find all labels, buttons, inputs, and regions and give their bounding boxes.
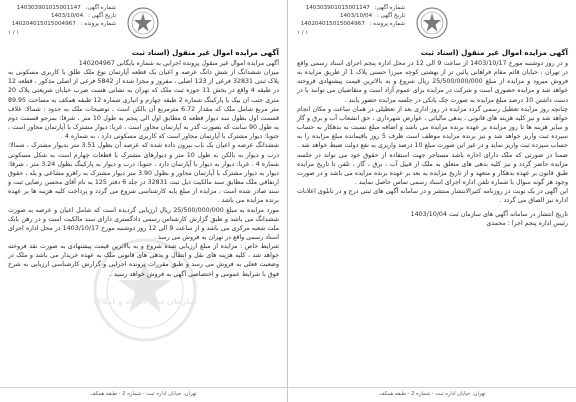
notice-date-value: 1403/10/04 [339,13,373,20]
notice-header-left [0,0,287,48]
notice-meta-right [295,4,405,29]
notice-signoff: تاریخ انتشار در سامانه آگهی های سازمان ثبت 1403/10/04 رئیس اداره پنجم اجرا : محمدی [410,210,568,227]
notice-footer-right: تهران، خیابان اداره ثبت - شماره 2 - طبقه همکف [289,387,576,402]
notice-paragraph: چنانچه روز مزایده تعطیل رسمی گردد مزایده در روز اداری بعد از تعطیلی در همان ساعت و مکان انجام خواهد شد و نیز کلیه هزینه های قانونی ، بدهی مالیاتی ، عوارض شهرداری ، حق انشعاب آب و برق و گاز و سایر هزینه ها تا روز مزایده بر عهده برنده مزایده می باشد و اضافه مبلغ نسبت به بدهکار به حساب سپرده ثبت واریز خواهد شد و نیز برنده مزایده موظف است ظرف 5 روز باقیمانده مبلغ مزایده را به حساب سپرده ثبت واریز نماید و در غیر این صورت مبلغ 10 درصد واریزی به نفع دولت ضبط خواهد شد . [297,105,568,150]
file-number-label: شماره پرونده : [369,21,405,28]
page-marker-left: ۱ / ۱ [8,30,20,36]
notice-number-value: 140303901015001147 [16,5,81,11]
watermark-text: سازمان ثبت اسناد و املاک [92,297,198,306]
notice-number-label: شماره آگهی: [85,5,116,11]
column-divider [287,0,288,402]
notice-date-value: 1403/10/04 [50,13,84,20]
file-number-value: 140204015015004967 [11,21,76,28]
notice-meta-left [6,4,116,29]
notice-date-row [6,12,116,20]
registry-emblem-icon [126,6,160,40]
notice-paragraph: میزان ششدانگ از شش دانگ عرصه و اعیان یک قطعه آپارتمان نوع ملک طلق با کاربری مسکونی به پلاک ثبتی 32831 فرعی از 123 اصلی ، مفروز و مجزا شده از 5842 فرعی از اصلی مذکور ، قطعه 12 در طبقه 4 واقع در بخش 11 حوزه ثبت ملک که تهران به نشانی هست ضرب خیابان شریعتی پلاک 20 متری جنب ان بیک با پارکینگ شماره 2 طبقه چهارم و انباری شماره 12 طبقه همکف به مساحت 89.95 متر مربع شامل ملک که مقدار 6.72 مترمربع آن بالکن است ، توضیحات ملک به حدود : شمالا: غلاف قسمت اول بطول سه دیوار قطعه ۵ مطابق اول الی پنجم به طول 10 متر ، شرقا: بمرجو قسمت دوم به طول 90 سانت که بصورت گذر به آپارتمان مجاور است ، غربا: دیوار مشترک با آپارتمان مجاور است ، جنوبا: دیوار مشترک با آپارتمان مجاور است که کاربری مسکونی دارد ، به شماره 4 . [8,69,280,141]
notice-number-row [6,4,116,12]
notice-title-right: آگهی مزایده اموال غیر منقول (اسناد ثبت [420,48,568,57]
notice-paragraph: شرایط خاص : مزایده از مبلغ ارزیابی شده شروع و به بالاترین قیمت پیشنهادی به صورت نقد فروخته خواهد شد ، کلیه هزینه های نقل و انتقال و بدهی های قانونی ملک به عهده خریدار می باشد و ملک در وضعیت فعلی به فروش می رسد و طبق مقررات پرونده اجرایی و گزارش کارشناسی ارزیابی به شرح فوق با شرایط عمومی و اختصاصی آگهی به فروش خواهد رسید . [8,243,279,278]
notice-paragraph: و در روز دوشنبه مورخ 1403/10/17 از ساعت 9 الی 12 در محل اداره پنجم اجرای اسناد رسمی واقع در تهران ، خیابان قائم مقام فراهانی پائین تر از بهشتی کوچه میرزا حسنی پلاک 1 از طریق مزایده به فروش میرود و مزایده از مبلغ 25/500/000/000 ریال شروع و به بالاترین قیمت پیشنهادی فروخته خواهد شد و مزایده حضوری است و شرکت در مزایده برای عموم آزاد است و متقاضیان می توانند با در دست داشتن 10 درصد مبلغ مزایده به صورت چک بانکی در جلسه مزایده حضور یابند . [297,60,568,104]
notice-number-row [295,4,405,12]
page-marker-right: ۱ / ۱ [297,30,309,36]
notice-paragraph: ششدانگ عرصه و اعیان یک باب بیرون داده شده که عرصه آن بطول 3.51 متر بدیوار مشترک ، شمالا: درب و دیوار به بالکن به طول 10 متر و دیوارهای مشترک با قطعات چهارم است به شکل مسکونی شماره 4 . غربا: دیوار به دیوار با آپارتمان دارد ، جنوبا: درب و دیوار به پارکینگ بطول 3.24 متر ، شرقا: دیوار به دیوار مشترک با آپارتمان مجاور و بطول 3.90 متر دیوار مشترک به راهرو مشاعی و پله ، حقوق ارتفاقی ملک مطابق سند مالکیت ذیل ثبت 32831 در جلد 6 دفتر 125 به نام آقای محسن رضایی ثبت و سند صادر شده است ، مزایده از مبلغ پایه کارشناسی شروع می گردد و پرداخت کلیه هزینه ها بر عهده برنده مزایده می باشد . [8,142,279,205]
file-number-value: 140204015015004967 [300,21,365,28]
notice-column-left [0,0,287,402]
registry-emblem-icon [415,6,449,40]
notice-date-row [295,12,405,20]
notice-date-label: تاریخ آگهی : [376,13,405,20]
notice-footer-left: تهران، خیابان اداره ثبت - شماره 2 - طبقه همکف [0,387,287,402]
notice-paragraph: این آگهی در یک نوبت در روزنامه کثیرالانتشار منتشر و در سامانه آگهی های ثبتی درج و در تابلوی اعلانات اداره نیز الصاق می گردد . [297,188,568,205]
notice-paragraph: آگهی مزایده اموال غیر منقول پرونده اجرایی به شماره بایگانی 140204967 [78,60,279,67]
notice-number-label: شماره آگهی: [374,5,405,11]
notice-column-right [289,0,576,402]
notice-title-left: آگهی مزایده اموال غیر منقول (اسناد ثبت [131,48,279,57]
notice-paragraph: ضمنا در صورتی که ملک دارای اجاره باشد مستاجر جهت استفاده از حقوق خود می تواند در جلسه مزایده حاضر گردد و نیز کلیه بدهی های متعلق به ملک از قبیل آب ، برق ، گاز ، تلفن تا تاریخ مزایده طبق قانون بر عهده بدهکار و متعهد و از تاریخ مزایده به بعد بر عهده برنده مزایده می باشد و در صورت وجود هر گونه سوال با شماره تلفن اداره اجرای اسناد رسمی تماس حاصل نمایند . [297,151,568,187]
file-number-row [295,20,405,28]
notice-date-label: تاریخ آگهی : [87,13,116,20]
file-number-label: شماره پرونده : [80,21,116,28]
notice-number-value: 140303901015001147 [305,5,370,11]
notice-paragraph: مورد مزایده به مبلغ 25/500/000/000 ریال ارزیابی گردیده است که شامل اعیان و عرصه به صورت ششدانگ می باشد و طبق گزارش کارشناس رسمی دادگستری دارای سند مالکیت است و در رهن بانک ملت شعبه مرکزی می باشد و از ساعت 9 الی 12 روز دوشنبه مورخ 1403/10/17 در محل اداره اجرای اسناد رسمی واقع در تهران به فروش می رسد . [8,206,280,241]
notice-header-right [289,0,576,48]
file-number-row [6,20,116,28]
